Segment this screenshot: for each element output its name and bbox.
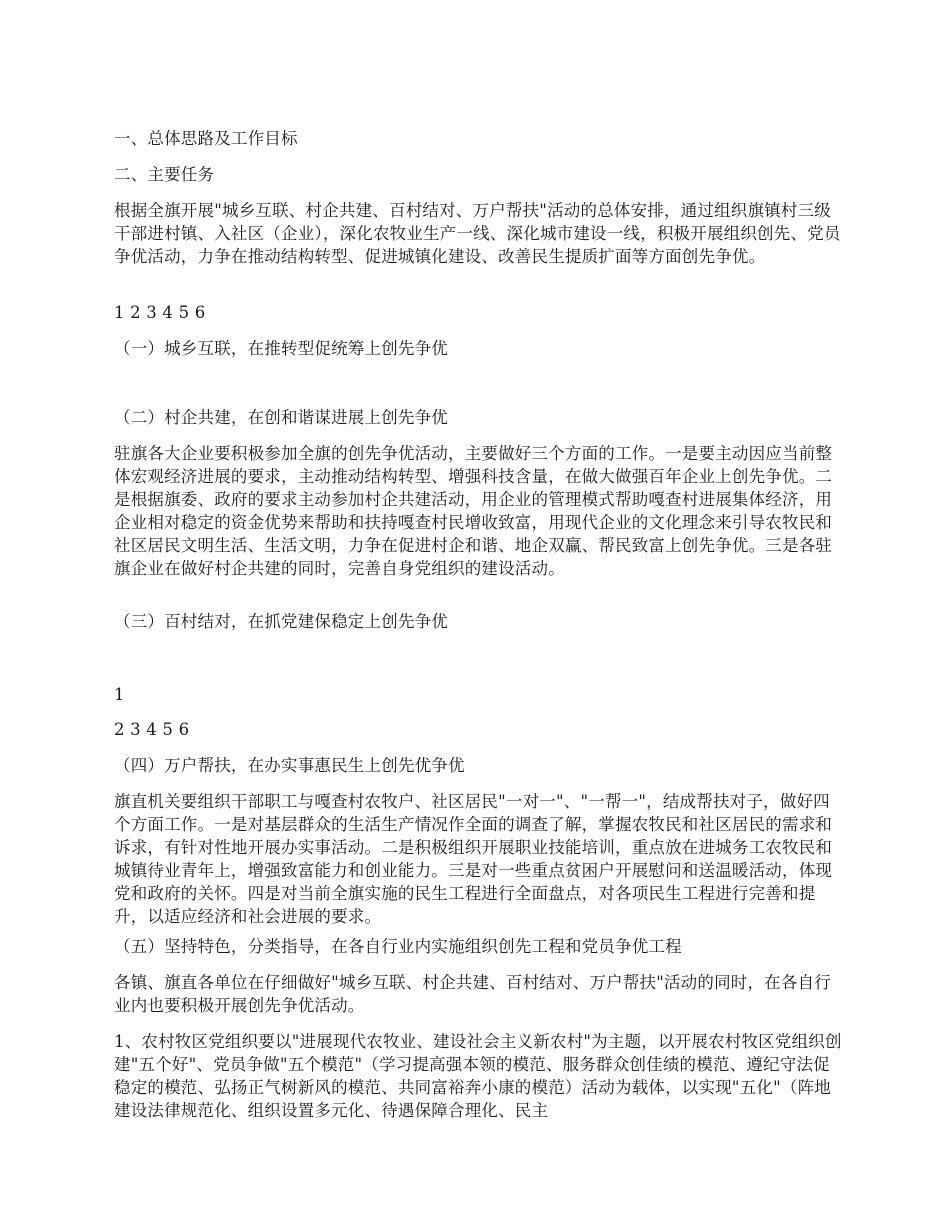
rural-party-paragraph: 1、农村牧区党组织要以"进展现代农牧业、建设社会主义新农村"为主题，以开展农村牧区党组织创建"五个好"、党员争做"五个模范"（学习提高强本领的模范、服务群众创佳绩的模范、遵纪守法促稳定的模范、弘扬正气树新风的模范、共同富裕奔小康的模范）活动为载体，以实现"五化"（阵地建设法律规范化、组织设置多元化、待遇保障合理化、民主 [114,1032,842,1120]
section-heading-5: （五）坚持特色，分类指导，在各自行业内实施组织创先工程和党员争优工程 [114,937,682,956]
page-number-row: 1 2 3 4 5 6 [114,303,206,322]
section-heading-1: （一）城乡互联，在推转型促统筹上创先争优 [114,339,448,358]
section-heading-3: （三）百村结对，在抓党建保稳定上创先争优 [114,612,448,631]
section-4-paragraph: 旗直机关要组织干部职工与嘎查村农牧户、社区居民"一对一"、"一帮一"，结成帮扶对子，做好四个方面工作。一是对基层群众的生活生产情况作全面的调查了解，掌握农牧民和社区居民的需求和诉求，有针对性地开展办实事活动。二是积极组织开展职业技能培训，重点放在进城务工农牧民和城镇待业青年上，增强致富能力和创业能力。三是对一些重点贫困户开展慰问和送温暖活动，体现党和政府的关怀。四是对当前全旗实施的民生工程进行全面盘点，对各项民生工程进行完善和提升，以适应经济和社会进展的要求。 [114,792,833,926]
section-heading-2: （二）村企共建，在创和谐谋进展上创先争优 [114,408,448,427]
heading-main-tasks: 二、主要任务 [114,165,215,184]
section-heading-4: （四）万户帮扶，在办实事惠民生上创先优争优 [114,756,465,775]
heading-overall-approach: 一、总体思路及工作目标 [114,129,298,148]
page-number-single: 1 [114,685,125,704]
intro-paragraph: 根据全旗开展"城乡互联、村企共建、百村结对、万户帮扶"活动的总体安排，通过组织旗镇村三级干部进村镇、入社区（企业），深化农牧业生产一线、深化城市建设一线，积极开展组织创先、党员争优活动，力争在推动结构转型、促进城镇化建设、改善民生提质扩面等方面创先争优。 [114,201,841,266]
section-5-paragraph: 各镇、旗直各单位在仔细做好"城乡互联、村企共建、百村结对、万户帮扶"活动的同时，在各自行业内也要积极开展创先争优活动。 [114,973,831,1015]
section-2-paragraph: 驻旗各大企业要积极参加全旗的创先争优活动，主要做好三个方面的工作。一是要主动因应当前整体宏观经济进展的要求，主动推动结构转型、增强科技含量，在做大做强百年企业上创先争优。二是根据旗委、政府的要求主动参加村企共建活动，用企业的管理模式帮助嘎查村进展集体经济，用企业相对稳定的资金优势来帮助和扶持嘎查村民增收致富，用现代企业的文化理念来引导农牧民和社区居民文明生活、生活文明，力争在促进村企和谐、地企双赢、帮民致富上创先争优。三是各驻旗企业在做好村企共建的同时，完善自身党组织的建设活动。 [114,444,833,578]
page-number-row-2: 2 3 4 5 6 [114,720,190,739]
